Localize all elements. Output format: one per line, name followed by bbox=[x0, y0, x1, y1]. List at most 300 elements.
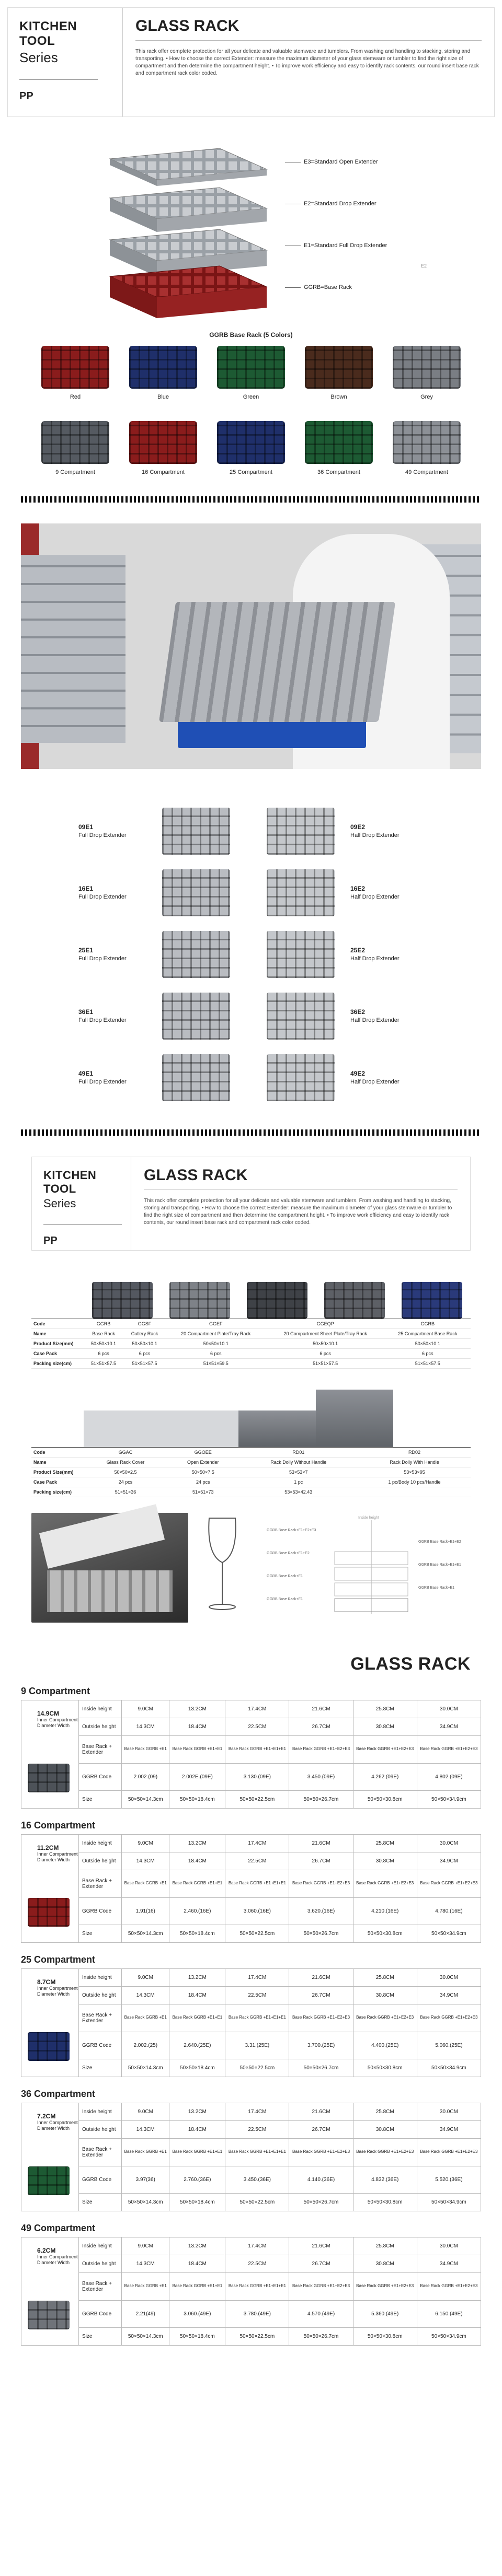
spec-table-cell: 34.9CM bbox=[417, 2121, 481, 2139]
half-drop-extender-image bbox=[267, 808, 335, 855]
spec-table-cell: 50×50×18.4cm bbox=[169, 2327, 225, 2345]
compartment-spec-title: 49 Compartment bbox=[21, 2223, 96, 2233]
spec-table-cell: 50×50×18.4cm bbox=[169, 1790, 225, 1808]
spec-table-row bbox=[79, 2166, 481, 2193]
spec-table-cell: Base Rack GGRB +E1+E1+E1 bbox=[225, 2004, 289, 2032]
spec-table-row bbox=[79, 2193, 481, 2211]
spec-table-cell: Base Rack GGRB +E1+E2+E3 bbox=[353, 2273, 417, 2300]
diagram-row: GGRB Base Rack+E1 bbox=[267, 1575, 303, 1578]
color-label: Green bbox=[243, 394, 259, 400]
exploded-view bbox=[0, 117, 502, 326]
spec-table-cell: 21.6CM bbox=[289, 2237, 353, 2255]
product-image bbox=[169, 1282, 230, 1319]
base-rack-image bbox=[129, 346, 197, 389]
products-2-specs bbox=[31, 1447, 471, 1497]
spec-row bbox=[31, 1458, 471, 1467]
compartment-width: 11.2CM bbox=[37, 1844, 59, 1851]
spec-table-cell: 13.2CM bbox=[169, 2237, 225, 2255]
spec-table-cell: 4.780.(16E) bbox=[417, 1897, 481, 1925]
spec-table-cell: 50×50×22.5cm bbox=[225, 2193, 289, 2211]
spec-table-cell: 18.4CM bbox=[169, 1987, 225, 2004]
product-header bbox=[7, 7, 495, 117]
compartment-label: 49 Compartment bbox=[405, 469, 448, 475]
spec-cell: 50×50×10.1 bbox=[266, 1339, 385, 1349]
spec-table-row-label: Size bbox=[79, 2059, 122, 2077]
spec-table-cell: 13.2CM bbox=[169, 1700, 225, 1718]
base-rack-image bbox=[217, 346, 285, 389]
extender-right-name: Half Drop Extender bbox=[350, 1079, 400, 1085]
compartment-width: 14.9CM bbox=[37, 1710, 60, 1717]
spec-row-label: Name bbox=[31, 1329, 84, 1339]
spec-table-cell: Base Rack GGRB +E1 bbox=[122, 2273, 169, 2300]
full-drop-extender-image bbox=[162, 993, 230, 1040]
spec-cell: 53×53×7 bbox=[238, 1467, 358, 1477]
spec-table-cell: 3.450.(36E) bbox=[225, 2166, 289, 2193]
spec-table-cell: 21.6CM bbox=[289, 1835, 353, 1852]
spec-table-cell: 50×50×30.8cm bbox=[353, 2327, 417, 2345]
spec-table-row-label: Outside height bbox=[79, 2255, 122, 2273]
spec-table-row bbox=[79, 1969, 481, 1987]
title-panel-2 bbox=[131, 1157, 470, 1250]
spec-table-cell: Base Rack GGRB +E1+E2+E3 bbox=[289, 2004, 353, 2032]
spec-table-row bbox=[79, 1790, 481, 1808]
half-drop-extender-image bbox=[267, 869, 335, 916]
section-divider bbox=[21, 496, 481, 503]
spec-cell: 6 pcs bbox=[166, 1349, 266, 1359]
spec-row bbox=[31, 1467, 471, 1477]
spec-cell: 25 Compartment Base Rack bbox=[385, 1329, 471, 1339]
spec-table-cell: 50×50×22.5cm bbox=[225, 2059, 289, 2077]
brand-divider-2 bbox=[43, 1224, 122, 1225]
compartment-spec-body bbox=[21, 2103, 481, 2211]
extender-left-name: Full Drop Extender bbox=[78, 955, 127, 962]
spec-table-row-label: Inside height bbox=[79, 2103, 122, 2121]
compartment-spec-image-panel bbox=[21, 2103, 78, 2211]
spec-table-row-label: Inside height bbox=[79, 2237, 122, 2255]
extender-row bbox=[0, 924, 502, 985]
spec-table-cell: 9.0CM bbox=[122, 1969, 169, 1987]
spec-table-cell: Base Rack GGRB +E1+E2+E3 bbox=[417, 2139, 481, 2166]
compartment-width: 6.2CM bbox=[37, 2247, 56, 2254]
compartment-spec-title: 36 Compartment bbox=[21, 2089, 96, 2099]
spec-cell: 6 pcs bbox=[266, 1349, 385, 1359]
spec-table-row-label: Size bbox=[79, 1925, 122, 1942]
base-rack-image bbox=[393, 346, 461, 389]
spec-table-row bbox=[79, 2059, 481, 2077]
compartment-width: 8.7CM bbox=[37, 1978, 56, 1986]
spec-cell: RD02 bbox=[358, 1448, 471, 1458]
compartment-spec bbox=[21, 2223, 481, 2346]
spec-table-cell: 34.9CM bbox=[417, 1718, 481, 1736]
spec-table-cell: 50×50×30.8cm bbox=[353, 1790, 417, 1808]
spec-table-cell: 50×50×34.9cm bbox=[417, 1925, 481, 1942]
spec-table-cell: 50×50×30.8cm bbox=[353, 2193, 417, 2211]
spec-cell: 6 pcs bbox=[84, 1349, 123, 1359]
compartment-spec bbox=[21, 1954, 481, 2077]
compartment-item bbox=[300, 421, 378, 475]
spec-table-cell: 50×50×26.7cm bbox=[289, 1790, 353, 1808]
extender-right-name: Half Drop Extender bbox=[350, 894, 400, 900]
compartment-rack-image bbox=[305, 421, 373, 464]
spec-row bbox=[31, 1349, 471, 1359]
spec-table-row-label: Inside height bbox=[79, 1700, 122, 1718]
product-header-2 bbox=[31, 1157, 471, 1251]
extender-right-label bbox=[350, 1008, 400, 1025]
compartment-label: 9 Compartment bbox=[55, 469, 95, 475]
spec-row-label: Name bbox=[31, 1458, 84, 1467]
diagram-row: GGRB Base Rack+E1+E2 bbox=[267, 1552, 310, 1555]
spec-table-cell: Base Rack GGRB +E1 bbox=[122, 2139, 169, 2166]
diagram-svg bbox=[267, 1520, 486, 1619]
spec-table-cell: 30.0CM bbox=[417, 1835, 481, 1852]
product-image bbox=[247, 1282, 307, 1319]
cover-photo bbox=[31, 1513, 188, 1623]
compartment-rack-image bbox=[28, 1764, 70, 1792]
spec-table-cell: 22.5CM bbox=[225, 1852, 289, 1870]
diagram-row: GGRB Base Rack+E1+E1 bbox=[418, 1563, 461, 1567]
wine-glass-svg bbox=[199, 1513, 246, 1617]
extender-row bbox=[0, 1047, 502, 1109]
accessory-pictures bbox=[31, 1513, 471, 1628]
rack-cover-image bbox=[84, 1411, 161, 1447]
spec-cell: 6 pcs bbox=[385, 1349, 471, 1359]
compartment-item bbox=[212, 421, 290, 475]
extender-left-label bbox=[78, 946, 127, 963]
spec-table-row bbox=[79, 2121, 481, 2139]
compartment-spec bbox=[21, 1820, 481, 1943]
spec-cell: 50×50×7.5 bbox=[167, 1467, 238, 1477]
spec-table-row bbox=[79, 2032, 481, 2059]
spec-row bbox=[31, 1487, 471, 1497]
spec-table-cell: 30.8CM bbox=[353, 1852, 417, 1870]
spec-cell: 51×51×57.5 bbox=[123, 1359, 166, 1369]
spec-table-cell: 3.620.(16E) bbox=[289, 1897, 353, 1925]
spec-table-cell: Base Rack GGRB +E1+E1 bbox=[169, 2273, 225, 2300]
page-title-2: GLASS RACK bbox=[144, 1167, 458, 1190]
compartment-spec-body bbox=[21, 2237, 481, 2346]
spec-cell: 51×51×57.5 bbox=[385, 1359, 471, 1369]
color-label: Red bbox=[70, 394, 81, 400]
spec-table-row bbox=[79, 2103, 481, 2121]
spec-table-cell: 18.4CM bbox=[169, 2121, 225, 2139]
compartment-spec-title: 9 Compartment bbox=[21, 1686, 90, 1696]
color-label: Brown bbox=[330, 394, 347, 400]
full-drop-extender-image bbox=[162, 1054, 230, 1101]
compartment-spec-table bbox=[78, 2103, 481, 2211]
spec-cell: 50×50×10.1 bbox=[385, 1339, 471, 1349]
spec-table-cell: Base Rack GGRB +E1+E1+E1 bbox=[225, 1736, 289, 1763]
spec-table-cell: Base Rack GGRB +E1+E1 bbox=[169, 1736, 225, 1763]
spec-cell: GGOEE bbox=[167, 1448, 238, 1458]
spec-table-cell: 25.8CM bbox=[353, 2103, 417, 2121]
spec-table-cell: 4.140.(36E) bbox=[289, 2166, 353, 2193]
extender-grid bbox=[0, 800, 502, 1109]
spec-table-cell: 14.3CM bbox=[122, 1718, 169, 1736]
brand-panel bbox=[8, 8, 123, 116]
spec-cell: 20 Compartment Sheet Plate/Tray Rack bbox=[266, 1329, 385, 1339]
spec-table-row bbox=[79, 2255, 481, 2273]
spec-table-cell: 22.5CM bbox=[225, 1718, 289, 1736]
spec-row-label: Packing size(cm) bbox=[31, 1487, 84, 1497]
spec-table-cell: Base Rack GGRB +E1+E1 bbox=[169, 2139, 225, 2166]
compartment-rack-image bbox=[393, 421, 461, 464]
product-description-2: This rack offer complete protection for all your delicate and valuable stemware and tumblers. From washing and handling to stacking, storing and transporting. • How to choose the correct Extender: measure the maximum diameter of your glass stemware or tumbler to find the right size of compartment and then determine the compartment height. • To improve work efficiency and easy to identify rack contents, our round insert base rack and compartment rack color coded. bbox=[144, 1198, 452, 1226]
spec-table-cell: 50×50×26.7cm bbox=[289, 2327, 353, 2345]
products-1-specs bbox=[31, 1319, 471, 1369]
products-table-2 bbox=[31, 1384, 471, 1497]
spec-table-cell: 50×50×18.4cm bbox=[169, 2193, 225, 2211]
diagram-row: GGRB Base Rack+E1+E2 bbox=[418, 1540, 461, 1544]
spec-table-cell: 4.262.(09E) bbox=[353, 1763, 417, 1790]
spec-table-row-label: Inside height bbox=[79, 1835, 122, 1852]
extender-row bbox=[0, 800, 502, 862]
compartment-spec-table bbox=[78, 2237, 481, 2346]
spec-table-cell: 4.400.(25E) bbox=[353, 2032, 417, 2059]
spec-table-cell: 50×50×34.9cm bbox=[417, 2193, 481, 2211]
extender-row bbox=[0, 862, 502, 924]
spec-row-label: Case Pack bbox=[31, 1349, 84, 1359]
spec-table-cell: Base Rack GGRB +E1+E2+E3 bbox=[353, 2004, 417, 2032]
spec-table-cell: Base Rack GGRB +E1 bbox=[122, 2004, 169, 2032]
products-2-images bbox=[31, 1384, 471, 1447]
spec-table-row-label: GGRB Code bbox=[79, 1763, 122, 1790]
spec-table-cell: 26.7CM bbox=[289, 1987, 353, 2004]
extender-left-name: Full Drop Extender bbox=[78, 1017, 127, 1023]
spec-cell: GGRB bbox=[84, 1319, 123, 1329]
spec-table-cell: 30.0CM bbox=[417, 1969, 481, 1987]
compartment-rack-image bbox=[41, 421, 109, 464]
spec-table-cell: Base Rack GGRB +E1 bbox=[122, 1736, 169, 1763]
extender-right-code: 16E2 bbox=[350, 884, 366, 892]
spec-table-row bbox=[79, 1852, 481, 1870]
spec-table-cell: Base Rack GGRB +E1+E2+E3 bbox=[289, 1870, 353, 1897]
spec-cell: GGRB bbox=[385, 1319, 471, 1329]
compartment-measure bbox=[37, 1978, 78, 1997]
spec-table-cell: 50×50×18.4cm bbox=[169, 1925, 225, 1942]
compartment-spec-body bbox=[21, 1968, 481, 2077]
spec-table-cell: Base Rack GGRB +E1+E2+E3 bbox=[289, 2273, 353, 2300]
title-panel bbox=[123, 8, 494, 116]
spec-cell: Glass Rack Cover bbox=[84, 1458, 167, 1467]
spec-table-row bbox=[79, 2327, 481, 2345]
spec-cell: 51×51×57.5 bbox=[84, 1359, 123, 1369]
spec-table-cell: 21.6CM bbox=[289, 1969, 353, 1987]
spec-table-row bbox=[79, 2139, 481, 2166]
spec-table-cell: 2.640.(25E) bbox=[169, 2032, 225, 2059]
spec-table-cell: 3.130.(09E) bbox=[225, 1763, 289, 1790]
spec-table-row-label: Base Rack + Extender bbox=[79, 2004, 122, 2032]
compartment-label: 25 Compartment bbox=[230, 469, 272, 475]
spec-cell: 51×51×36 bbox=[84, 1487, 167, 1497]
spec-cell: GGEF bbox=[166, 1319, 266, 1329]
spec-table-cell: 17.4CM bbox=[225, 2103, 289, 2121]
spec-table-cell: 18.4CM bbox=[169, 1718, 225, 1736]
brand-line2: Series bbox=[19, 50, 58, 65]
extender-right-name: Half Drop Extender bbox=[350, 955, 400, 962]
extender-left-code: 36E1 bbox=[78, 1008, 94, 1016]
rack-stack-svg bbox=[89, 148, 288, 321]
spec-table-row bbox=[79, 1763, 481, 1790]
page-title: GLASS RACK bbox=[135, 17, 482, 41]
extender-right-code: 36E2 bbox=[350, 1008, 366, 1016]
spec-table-cell: 30.0CM bbox=[417, 2103, 481, 2121]
extender-left-label bbox=[78, 884, 127, 902]
products-table-1 bbox=[31, 1266, 471, 1369]
extender-left-name: Full Drop Extender bbox=[78, 1079, 127, 1085]
compartment-rack-image bbox=[217, 421, 285, 464]
spec-table-cell: 4.570.(49E) bbox=[289, 2300, 353, 2327]
spec-table-cell: 3.31.(25E) bbox=[225, 2032, 289, 2059]
spec-table-cell: 4.210.(16E) bbox=[353, 1897, 417, 1925]
compartment-rack-image bbox=[28, 2301, 70, 2329]
spec-table-row bbox=[79, 1925, 481, 1942]
spec-table-row-label: GGRB Code bbox=[79, 1897, 122, 1925]
extender-row bbox=[0, 985, 502, 1047]
spec-cell: Rack Dolly Without Handle bbox=[238, 1458, 358, 1467]
spec-table-row bbox=[79, 2237, 481, 2255]
spec-table-cell: 26.7CM bbox=[289, 1718, 353, 1736]
color-row bbox=[0, 346, 502, 400]
spec-row bbox=[31, 1477, 471, 1487]
base-rack-image bbox=[305, 346, 373, 389]
color-item bbox=[36, 346, 115, 400]
spec-cell: 6 pcs bbox=[123, 1349, 166, 1359]
spec-table-cell: 34.9CM bbox=[417, 1852, 481, 1870]
spec-table-row bbox=[79, 1987, 481, 2004]
spec-table-cell: 30.8CM bbox=[353, 1718, 417, 1736]
spec-table-cell: 50×50×26.7cm bbox=[289, 2193, 353, 2211]
spec-table-row-label: Base Rack + Extender bbox=[79, 1870, 122, 1897]
spec-table-cell: 30.8CM bbox=[353, 1987, 417, 2004]
compartment-spec-title: 25 Compartment bbox=[21, 1954, 96, 1965]
spec-table-row-label: Base Rack + Extender bbox=[79, 2139, 122, 2166]
spec-table-cell: 30.8CM bbox=[353, 2121, 417, 2139]
spec-cell: Cutlery Rack bbox=[123, 1329, 166, 1339]
spec-cell: 24 pcs bbox=[84, 1477, 167, 1487]
spec-cell: 50×50×10.1 bbox=[166, 1339, 266, 1349]
spec-table-cell: 22.5CM bbox=[225, 2121, 289, 2139]
side-note: E2 bbox=[421, 263, 427, 269]
spec-table-cell: Base Rack GGRB +E1+E1+E1 bbox=[225, 1870, 289, 1897]
dolly-handle-image bbox=[316, 1390, 393, 1447]
spec-row bbox=[31, 1339, 471, 1349]
spec-cell: 24 pcs bbox=[167, 1477, 238, 1487]
spec-table-row bbox=[79, 1835, 481, 1852]
spec-table-cell: 9.0CM bbox=[122, 1700, 169, 1718]
half-drop-extender-image bbox=[267, 931, 335, 978]
spec-table-cell: 18.4CM bbox=[169, 2255, 225, 2273]
spec-cell: 53×53×42.43 bbox=[238, 1487, 358, 1497]
spec-table-cell: 2.21(49) bbox=[122, 2300, 169, 2327]
spec-table-cell: 14.3CM bbox=[122, 2255, 169, 2273]
cover-rack bbox=[47, 1570, 173, 1612]
half-drop-extender-image bbox=[267, 993, 335, 1040]
rack-stack-illustration bbox=[89, 148, 288, 321]
extender-right-code: 25E2 bbox=[350, 946, 366, 954]
spec-table-cell: 50×50×26.7cm bbox=[289, 2059, 353, 2077]
spec-table-cell: 3.450.(09E) bbox=[289, 1763, 353, 1790]
section-divider-2 bbox=[21, 1129, 481, 1136]
spec-table-cell: 9.0CM bbox=[122, 1835, 169, 1852]
spec-table-cell: 50×50×30.8cm bbox=[353, 1925, 417, 1942]
spec-table-cell: 13.2CM bbox=[169, 1969, 225, 1987]
diagram-title: Inside height bbox=[358, 1516, 379, 1520]
spec-cell: RD01 bbox=[238, 1448, 358, 1458]
spec-table-cell: 26.7CM bbox=[289, 1852, 353, 1870]
spec-table-cell: 4.832.(36E) bbox=[353, 2166, 417, 2193]
spec-row bbox=[31, 1329, 471, 1339]
extender-right-label bbox=[350, 884, 400, 902]
spec-table-row-label: Outside height bbox=[79, 1987, 122, 2004]
spec-table-cell: 34.9CM bbox=[417, 2255, 481, 2273]
spec-table-row bbox=[79, 2273, 481, 2300]
spec-cell: 51×51×57.5 bbox=[266, 1359, 385, 1369]
spec-table-cell: 50×50×26.7cm bbox=[289, 1925, 353, 1942]
color-item bbox=[212, 346, 290, 400]
spec-table-cell: 50×50×14.3cm bbox=[122, 2193, 169, 2211]
spec-table-row bbox=[79, 1897, 481, 1925]
spec-table-row-label: Outside height bbox=[79, 1852, 122, 1870]
compartment-spec-image-panel bbox=[21, 1700, 78, 1809]
compartment-label: 36 Compartment bbox=[317, 469, 360, 475]
spec-table-cell: Base Rack GGRB +E1+E1+E1 bbox=[225, 2139, 289, 2166]
spec-table-cell: 5.520.(36E) bbox=[417, 2166, 481, 2193]
spec-title: GLASS RACK bbox=[350, 1654, 471, 1674]
color-item bbox=[387, 346, 466, 400]
extender-left-code: 49E1 bbox=[78, 1069, 94, 1077]
spec-table-cell: 50×50×14.3cm bbox=[122, 1925, 169, 1942]
height-diagram bbox=[267, 1513, 471, 1628]
compartment-item bbox=[36, 421, 115, 475]
spec-table-row-label: Inside height bbox=[79, 1969, 122, 1987]
spec-table-cell: Base Rack GGRB +E1+E2+E3 bbox=[353, 1870, 417, 1897]
cover-lid bbox=[39, 1504, 165, 1569]
extender-right-code: 09E2 bbox=[350, 823, 366, 831]
spec-row bbox=[31, 1448, 471, 1458]
spec-table-cell: 2.002E.(09E) bbox=[169, 1763, 225, 1790]
spec-table-row bbox=[79, 1718, 481, 1736]
diagram-row: GGRB Base Rack+E1 bbox=[418, 1586, 455, 1590]
spec-table-cell: 5.360.(49E) bbox=[353, 2300, 417, 2327]
callout-e3: E3=Standard Open Extender bbox=[285, 159, 378, 165]
color-item bbox=[124, 346, 202, 400]
compartment-width-note: Inner Compartment Diameter Width bbox=[37, 1986, 78, 1997]
extender-left-label bbox=[78, 1008, 127, 1025]
base-rack-image bbox=[41, 346, 109, 389]
extender-right-name: Half Drop Extender bbox=[350, 1017, 400, 1023]
spec-table-cell: Base Rack GGRB +E1+E2+E3 bbox=[417, 2273, 481, 2300]
spec-table-cell: 50×50×30.8cm bbox=[353, 2059, 417, 2077]
spec-cell bbox=[358, 1487, 471, 1497]
spec-table-row-label: GGRB Code bbox=[79, 2300, 122, 2327]
spec-table-cell: Base Rack GGRB +E1+E1 bbox=[169, 2004, 225, 2032]
open-extender-image bbox=[161, 1411, 238, 1447]
full-drop-extender-image bbox=[162, 808, 230, 855]
spec-table-row-label: GGRB Code bbox=[79, 2166, 122, 2193]
compartment-item bbox=[124, 421, 202, 475]
spec-table-cell: 34.9CM bbox=[417, 1987, 481, 2004]
half-drop-extender-image bbox=[267, 1054, 335, 1101]
extender-right-name: Half Drop Extender bbox=[350, 832, 400, 838]
spec-table-row bbox=[79, 2300, 481, 2327]
spec-cell: 51×51×59.5 bbox=[166, 1359, 266, 1369]
spec-table-cell: 50×50×22.5cm bbox=[225, 2327, 289, 2345]
compartment-width-note: Inner Compartment Diameter Width bbox=[37, 2254, 78, 2266]
wine-glass-illustration bbox=[199, 1513, 246, 1617]
spec-table-row-label: Size bbox=[79, 2327, 122, 2345]
spec-table-cell: 50×50×34.9cm bbox=[417, 2059, 481, 2077]
extender-left-name: Full Drop Extender bbox=[78, 832, 127, 838]
